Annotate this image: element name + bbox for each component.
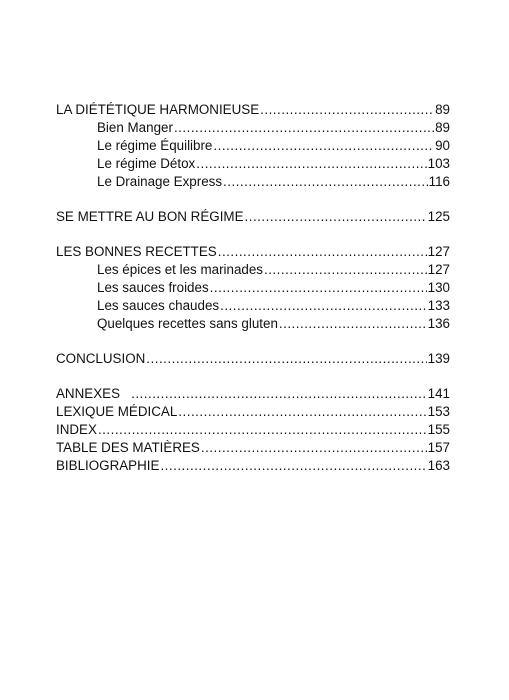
- toc-entry-annexes: [56, 385, 450, 403]
- toc-title: LA DIÉTÉTIQUE HARMONIEUSE: [56, 102, 260, 117]
- toc-title: ANNEXES: [56, 386, 120, 401]
- toc-entry-harmonieuse: [56, 101, 450, 119]
- dot-leader: [98, 421, 427, 439]
- toc-entry-epices: [56, 261, 450, 279]
- toc-page: 89: [435, 120, 450, 135]
- dot-leader: [178, 403, 426, 421]
- toc-entry-conclusion: [56, 350, 450, 368]
- toc-page: 139: [427, 351, 450, 366]
- dot-leader: [218, 243, 427, 261]
- toc-entry-bien-manger: [56, 119, 450, 137]
- dot-leader: [196, 155, 426, 173]
- dot-leader: [223, 173, 428, 191]
- toc-title: Les épices et les marinades: [97, 262, 263, 277]
- toc-entry-bon-regime: [56, 208, 450, 226]
- toc-entry-index: [56, 421, 450, 439]
- dot-leader: [213, 137, 434, 155]
- toc-title: Bien Manger: [97, 120, 173, 135]
- toc-entry-detox: [56, 155, 450, 173]
- toc-title: Le régime Détox: [97, 156, 196, 171]
- section-gap: [56, 368, 450, 385]
- toc-page: 155: [427, 422, 450, 437]
- toc-page: 90: [435, 138, 450, 153]
- toc-title: LEXIQUE MÉDICAL: [56, 404, 178, 419]
- toc-page: 136: [427, 316, 450, 331]
- dot-leader: [201, 439, 427, 457]
- toc-page: 130: [427, 280, 450, 295]
- toc-title: Le régime Équilibre: [97, 138, 213, 153]
- dot-leader: [131, 385, 427, 403]
- toc-page: 157: [427, 440, 450, 455]
- toc-title: Les sauces chaudes: [97, 298, 220, 313]
- toc-page: 89: [435, 102, 450, 117]
- toc-entry-bibliographie: [56, 457, 450, 475]
- toc-page: 127: [427, 262, 450, 277]
- dot-leader: [210, 279, 427, 297]
- dot-leader: [260, 101, 434, 119]
- toc-entry-table: [56, 439, 450, 457]
- toc-entry-lexique: [56, 403, 450, 421]
- toc-page: 141: [427, 386, 450, 401]
- toc-title: Quelques recettes sans gluten: [97, 316, 278, 331]
- dot-leader: [146, 350, 426, 368]
- toc-title: LES BONNES RECETTES: [56, 244, 217, 259]
- dot-leader: [264, 261, 427, 279]
- toc-page: 127: [427, 244, 450, 259]
- toc-page: 103: [427, 156, 450, 171]
- section-gap: [56, 191, 450, 208]
- toc-page: 153: [427, 404, 450, 419]
- toc-entry-sans-gluten: [56, 315, 450, 333]
- toc-page: 133: [427, 298, 450, 313]
- toc-title: BIBLIOGRAPHIE: [56, 458, 160, 473]
- toc-title: Le Drainage Express: [97, 174, 223, 189]
- dot-leader: [160, 457, 426, 475]
- toc-title: INDEX: [56, 422, 97, 437]
- dot-leader: [220, 297, 427, 315]
- toc-entry-recettes: [56, 243, 450, 261]
- toc-entry-drainage: [56, 173, 450, 191]
- toc-title: SE METTRE AU BON RÉGIME: [56, 209, 244, 224]
- section-gap: [56, 226, 450, 243]
- toc-title: TABLE DES MATIÈRES: [56, 440, 200, 455]
- dot-leader: [174, 119, 434, 137]
- toc-page: 125: [427, 209, 450, 224]
- dot-leader: [245, 208, 427, 226]
- toc-title: Les sauces froides: [97, 280, 209, 295]
- section-gap: [56, 333, 450, 350]
- toc-page: 163: [427, 458, 450, 473]
- table-of-contents: [56, 101, 450, 475]
- toc-entry-sauces-froides: [56, 279, 450, 297]
- toc-entry-equilibre: [56, 137, 450, 155]
- dot-leader: [279, 315, 427, 333]
- toc-entry-sauces-chaudes: [56, 297, 450, 315]
- toc-title: CONCLUSION: [56, 351, 146, 366]
- toc-page: 116: [428, 174, 450, 189]
